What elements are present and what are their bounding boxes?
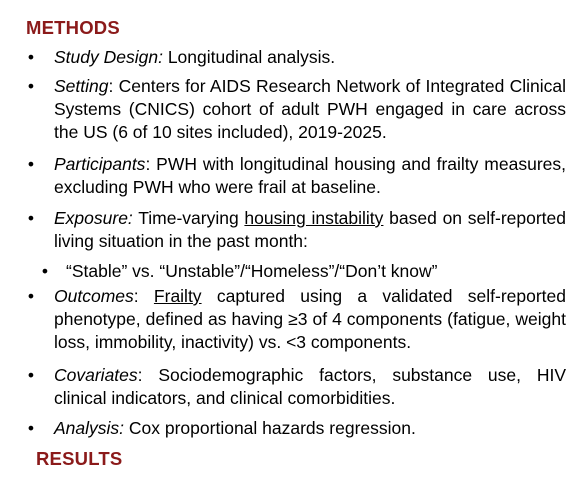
bullet: • [27,365,35,385]
bullet: • [27,76,35,96]
item-label: Covariates [54,365,138,385]
item-text: Longitudinal analysis. [162,47,336,67]
item-text-post: based on self-reported living situation in the past month: [54,208,567,251]
bullet: • [27,208,35,228]
methods-heading: METHODS [26,17,120,38]
item-text-post: captured using a validated self-reported phenotype, defined as having ≥3 of 4 components (fatigue, weight loss, immobility, inactivity) vs. <3 components. [54,286,566,352]
item-label: Study Design: [54,47,163,67]
item-label: Participants [54,154,146,174]
item-text: “Stable” vs. “Unstable”/“Homeless”/“Don’t know” [66,261,438,281]
bullet: • [27,154,35,174]
results-heading: RESULTS [36,448,123,469]
item-text-pre: Time-varying [132,208,245,228]
item-text: : Sociodemographic factors, substance use, HIV clinical indicators, and clinical comorbidities. [54,365,566,408]
item-label: Setting [54,76,109,96]
item-label: Outcomes [54,286,134,306]
item-text-pre: : [133,286,154,306]
item-label: Analysis: [54,418,125,438]
item-text: : Centers for AIDS Research Network of Integrated Clinical Systems (CNICS) cohort of adult PWH engaged in care across the US (6 of 10 sites included), 2019-2025. [54,76,566,142]
bullet: • [41,261,49,281]
bullet: • [27,286,35,306]
bullet: • [27,47,35,67]
item-text: : PWH with longitudinal housing and frailty measures, excluding PWH who were frail at baseline. [54,154,566,197]
item-text-underlined: Frailty [153,286,202,306]
item-label: Exposure: [54,208,133,228]
bullet: • [27,418,35,438]
item-text: Cox proportional hazards regression. [124,418,416,438]
item-text-underlined: housing instability [244,208,384,228]
